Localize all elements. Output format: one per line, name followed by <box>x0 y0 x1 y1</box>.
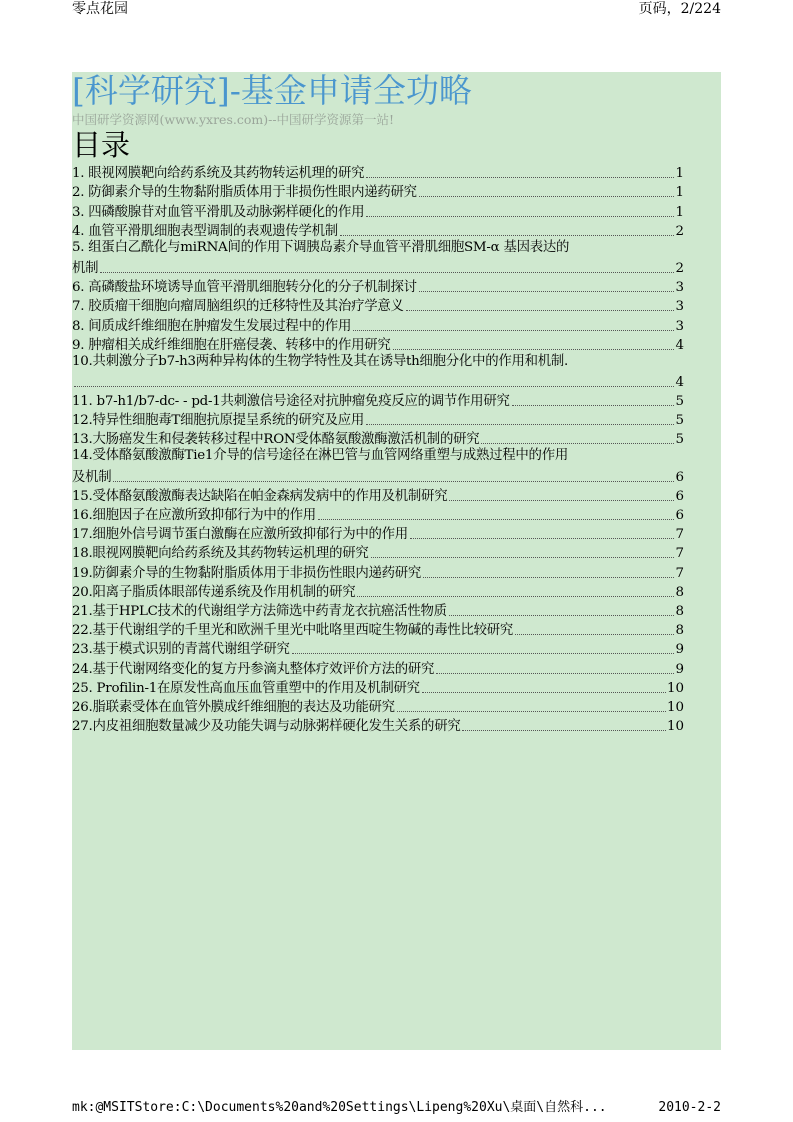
toc-leader-dots <box>353 329 674 331</box>
toc-entry-title: 9. 肿瘤相关成纤维细胞在肝癌侵袭、转移中的作用研究 <box>72 337 391 353</box>
toc-entry-title: 23.基于模式识别的青蒿代谢组学研究 <box>72 642 290 658</box>
toc-entry[interactable] <box>72 582 684 601</box>
toc-entry-page: 4 <box>675 337 684 353</box>
page-header-right: 页码，2/224 <box>638 1 721 17</box>
toc-leader-dots <box>419 290 675 292</box>
toc-entry-page: 7 <box>675 546 684 562</box>
toc-entry[interactable] <box>72 315 684 334</box>
toc-leader-dots <box>406 309 675 311</box>
toc-entry[interactable] <box>72 505 684 524</box>
toc-leader-dots <box>366 423 674 425</box>
toc-entry-title: 20.阳离子脂质体眼部传递系统及作用机制的研究 <box>72 584 356 600</box>
toc-leader-dots <box>423 576 674 578</box>
toc-entry[interactable] <box>72 601 684 620</box>
page-footer-path: mk:@MSITStore:C:\Documents%20and%20Settings\Lipeng%20Xu\桌面\自然科... <box>72 1100 607 1115</box>
toc-entry-page: 8 <box>675 584 684 600</box>
toc-entry[interactable] <box>72 543 684 562</box>
toc-entry-title: 5. 组蛋白乙酰化与miRNA间的作用下调胰岛素介导血管平滑肌细胞SM-α 基因表达的 <box>72 239 570 255</box>
toc-entry[interactable] <box>72 678 684 697</box>
toc-entry-title: 22.基于代谢组学的千里光和欧洲千里光中吡咯里西啶生物碱的毒性比较研究 <box>72 623 514 639</box>
toc-leader-dots <box>74 385 674 387</box>
toc-leader-dots <box>366 176 674 178</box>
toc-leader-dots <box>100 271 674 273</box>
toc-entry-page: 1 <box>675 204 684 220</box>
toc-entry-page: 7 <box>675 527 684 543</box>
toc-entry-page: 1 <box>675 185 684 201</box>
toc-entry[interactable] <box>72 697 684 716</box>
toc-leader-dots <box>397 710 666 712</box>
toc-entry-page: 3 <box>675 299 684 315</box>
toc-entry-title: 24.基于代谢网络变化的复方丹参滴丸整体疗效评价方法的研究 <box>72 661 435 677</box>
page-header-left: 零点花园 <box>72 1 128 17</box>
toc-entry-page: 10 <box>666 719 684 735</box>
toc-entry-page: 7 <box>675 565 684 581</box>
toc-entry[interactable] <box>72 163 684 182</box>
toc-entry-title: 21.基于HPLC技术的代谢组学方法筛选中药青龙衣抗癌活性物质 <box>72 603 447 619</box>
toc-entry-page: 8 <box>675 623 684 639</box>
toc-entry-page: 8 <box>675 603 684 619</box>
toc-leader-dots <box>481 442 674 444</box>
toc-leader-dots <box>410 537 675 539</box>
toc-entry-page: 9 <box>675 661 684 677</box>
toc-entry-title: 25. Profilin-1在原发性高血压血管重塑中的作用及机制研究 <box>72 680 420 696</box>
toc-entry[interactable] <box>72 201 684 220</box>
toc-entry-title: 1. 眼视网膜靶向给药系统及其药物转运机理的研究 <box>72 166 365 182</box>
toc-entry[interactable] <box>72 448 684 485</box>
toc-entry-title: 12.特异性细胞毒T细胞抗原提呈系统的研究及应用 <box>72 413 365 429</box>
toc-entry-title: 8. 间质成纤维细胞在肿瘤发生发展过程中的作用 <box>72 318 352 334</box>
toc-entry-title-continued: 机制 <box>72 260 99 276</box>
toc-entry[interactable] <box>72 391 684 410</box>
document-subtitle: 中国研学资源网(www.yxres.com)--中国研学资源第一站! <box>72 112 395 127</box>
toc-entry-page: 10 <box>666 680 684 696</box>
toc-entry-title: 13.大肠癌发生和侵袭转移过程中RON受体酪氨酸激酶激活机制的研究 <box>72 432 480 448</box>
toc-entry-title: 17.细胞外信号调节蛋白激酶在应激所致抑郁行为中的作用 <box>72 527 408 543</box>
toc-leader-dots <box>393 348 675 350</box>
toc-leader-dots <box>371 556 675 558</box>
toc-entry-page: 5 <box>675 432 684 448</box>
document-title: [科学研究]-基金申请全功略 <box>72 71 472 110</box>
toc-leader-dots <box>292 652 675 654</box>
toc-entry[interactable] <box>72 277 684 296</box>
toc-entry-title: 11. b7-h1/b7-dc- - pd-1共刺激信号途径对抗肿瘤免疫反应的调节作用研究 <box>72 394 510 410</box>
toc-entry[interactable] <box>72 716 684 735</box>
toc-leader-dots <box>449 614 675 616</box>
toc-leader-dots <box>449 499 674 501</box>
toc-entry-page: 4 <box>675 374 684 390</box>
toc-entry[interactable] <box>72 620 684 639</box>
toc-entry-title: 26.脂联素受体在血管外膜成纤维细胞的表达及功能研究 <box>72 699 395 715</box>
toc-entry-title: 2. 防御素介导的生物黏附脂质体用于非损伤性眼内递药研究 <box>72 185 417 201</box>
toc-entry-title: 7. 胶质瘤干细胞向瘤周脑组织的迁移特性及其治疗学意义 <box>72 299 404 315</box>
toc-leader-dots <box>512 404 675 406</box>
toc-leader-dots <box>318 518 675 520</box>
toc-entry[interactable] <box>72 429 684 448</box>
toc-heading: 目录 <box>72 128 131 162</box>
toc-entry-page: 3 <box>675 318 684 334</box>
toc-entry-page: 9 <box>675 642 684 658</box>
toc-entry[interactable] <box>72 240 684 277</box>
toc-entry-page: 3 <box>675 280 684 296</box>
toc-leader-dots <box>419 195 675 197</box>
toc-entry[interactable] <box>72 524 684 543</box>
toc-entry[interactable] <box>72 221 684 240</box>
page-footer-date: 2010-2-2 <box>658 1100 721 1115</box>
toc-entry-page: 10 <box>666 699 684 715</box>
toc-entry[interactable] <box>72 562 684 581</box>
toc-leader-dots <box>340 234 675 236</box>
toc-entry-title: 18.眼视网膜靶向给药系统及其药物转运机理的研究 <box>72 546 369 562</box>
toc-leader-dots <box>366 215 674 217</box>
document-content-panel <box>72 72 721 1050</box>
toc-entry-title: 19.防御素介导的生物黏附脂质体用于非损伤性眼内递药研究 <box>72 565 422 581</box>
toc-entry-page: 5 <box>675 394 684 410</box>
toc-entry[interactable] <box>72 354 684 391</box>
toc-entry-title: 27.内皮祖细胞数量减少及功能失调与动脉粥样硬化发生关系的研究 <box>72 719 461 735</box>
toc-leader-dots <box>357 595 674 597</box>
toc-entry-title: 4. 血管平滑肌细胞表型调制的表观遗传学机制 <box>72 223 338 239</box>
table-of-contents <box>72 163 684 735</box>
toc-entry-page: 2 <box>675 260 684 276</box>
toc-entry-title: 3. 四磷酸腺苷对血管平滑肌及动脉粥样硬化的作用 <box>72 204 365 220</box>
toc-entry[interactable] <box>72 658 684 677</box>
toc-leader-dots <box>422 691 666 693</box>
toc-entry-title: 10.共刺激分子b7-h3两种异构体的生物学特性及其在诱导th细胞分化中的作用和机制. <box>72 353 569 369</box>
toc-entry-title: 6. 高磷酸盐环境诱导血管平滑肌细胞转分化的分子机制探讨 <box>72 280 417 296</box>
toc-entry-title: 14.受体酪氨酸激酶Tie1介导的信号途径在淋巴管与血管网络重塑与成熟过程中的作用 <box>72 448 568 464</box>
toc-entry[interactable] <box>72 296 684 315</box>
toc-entry-page: 6 <box>675 488 684 504</box>
toc-entry[interactable] <box>72 486 684 505</box>
toc-entry[interactable] <box>72 410 684 429</box>
toc-entry-page: 5 <box>675 413 684 429</box>
toc-entry-page: 2 <box>675 223 684 239</box>
toc-entry[interactable] <box>72 182 684 201</box>
toc-entry-page: 6 <box>675 508 684 523</box>
toc-entry-page: 1 <box>675 166 684 182</box>
toc-leader-dots <box>515 633 674 635</box>
toc-leader-dots <box>462 729 665 731</box>
toc-entry[interactable] <box>72 335 684 354</box>
toc-leader-dots <box>436 672 674 674</box>
toc-entry[interactable] <box>72 639 684 658</box>
toc-leader-dots <box>113 480 674 482</box>
toc-entry-title: 16.细胞因子在应激所致抑郁行为中的作用 <box>72 508 316 523</box>
toc-entry-title: 15.受体酪氨酸激酶表达缺陷在帕金森病发病中的作用及机制研究 <box>72 488 448 504</box>
toc-entry-page: 6 <box>675 469 684 485</box>
toc-entry-title-continued: 及机制 <box>72 469 112 485</box>
